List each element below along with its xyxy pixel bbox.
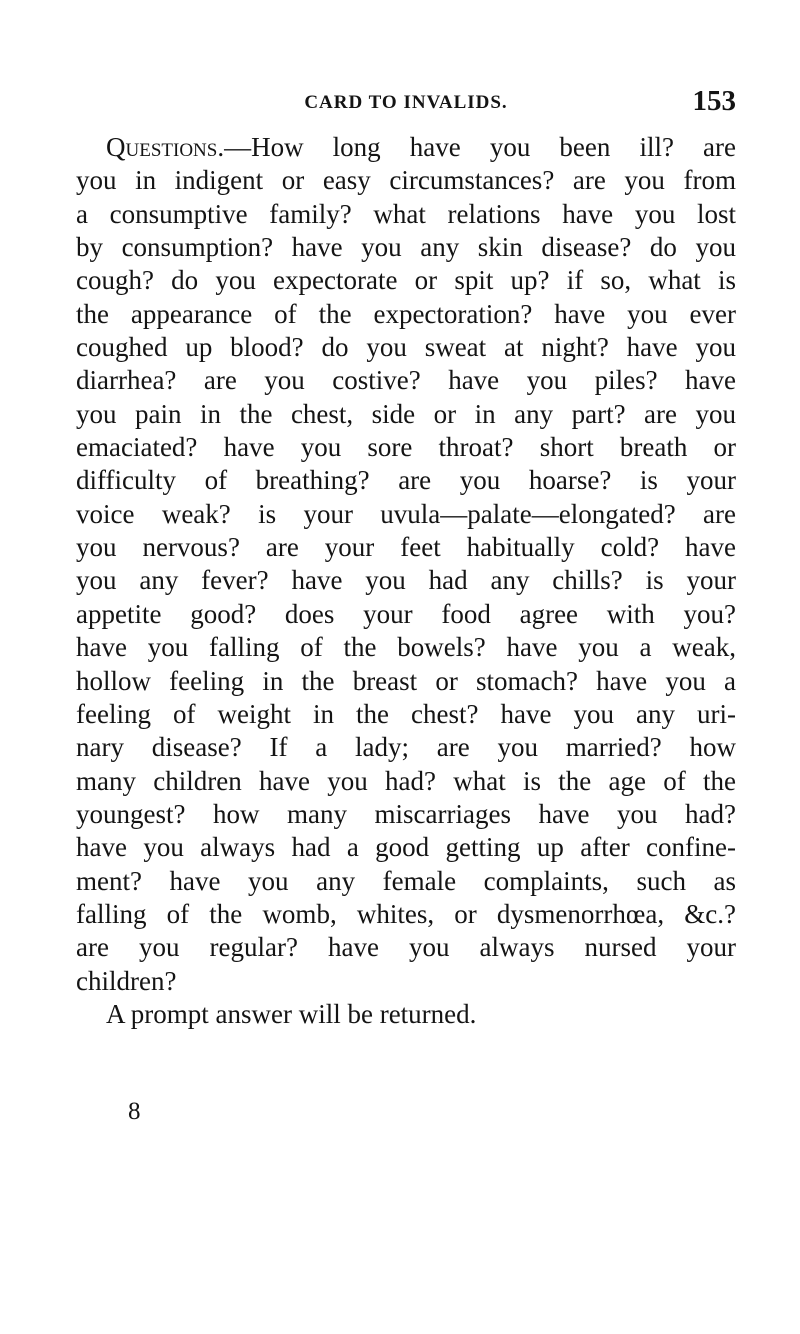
text-line: ment? have you any female complaints, such as xyxy=(76,865,736,896)
text-line: feeling of weight in the chest? have you any uri- xyxy=(76,698,736,729)
text-line: youngest? how many miscarriages have you had? xyxy=(76,798,736,829)
text-line: by consumption? have you any skin disease? do you xyxy=(76,232,736,263)
closing-line: A prompt answer will be returned. xyxy=(106,998,477,1029)
text-line: hollow feeling in the breast or stomach? have you a xyxy=(76,665,736,696)
text-line: you pain in the chest, side or in any part? are you xyxy=(76,398,736,429)
text-line: diarrhea? are you costive? have you piles? have xyxy=(76,365,736,396)
text-line: have you falling of the bowels? have you a weak, xyxy=(76,632,736,663)
text-line: a consumptive family? what relations have you lost xyxy=(76,198,736,229)
questions-lead: Questions. xyxy=(106,132,225,162)
text-line: nary disease? If a lady; are you married? how xyxy=(76,732,736,763)
text-line: many children have you had? what is the age of the xyxy=(76,765,736,796)
page-number: 153 xyxy=(692,85,736,117)
text-line: difficulty of breathing? are you hoarse? is your xyxy=(76,465,736,496)
text-line: you nervous? are your feet habitually cold? have xyxy=(76,532,736,563)
text-line: falling of the womb, whites, or dysmenorrhœa, &c.? xyxy=(76,898,736,929)
text-line: emaciated? have you sore throat? short breath or xyxy=(76,432,736,463)
text-line-content: —How long have you been ill? are xyxy=(224,132,736,162)
text-line: voice weak? is your uvula—palate—elongated? are xyxy=(76,498,736,529)
text-line: you in indigent or easy circumstances? are you from xyxy=(76,165,736,196)
text-line: the appearance of the expectoration? have you ever xyxy=(76,298,736,329)
running-title: CARD TO INVALIDS. xyxy=(304,92,508,113)
text-line xyxy=(76,131,736,164)
text-line: are you regular? have you always nursed your xyxy=(76,932,736,963)
questions-paragraph xyxy=(76,131,736,1031)
text-line: appetite good? does your food agree with you? xyxy=(76,598,736,629)
text-line: you any fever? have you had any chills? is your xyxy=(76,565,736,596)
text-line: children? xyxy=(76,965,177,996)
text-line: coughed up blood? do you sweat at night? have you xyxy=(76,332,736,363)
text-line: have you always had a good getting up after confine- xyxy=(76,832,736,863)
running-head xyxy=(76,84,736,118)
text-line: cough? do you expectorate or spit up? if so, what is xyxy=(76,265,736,296)
signature-mark: 8 xyxy=(128,1098,141,1125)
